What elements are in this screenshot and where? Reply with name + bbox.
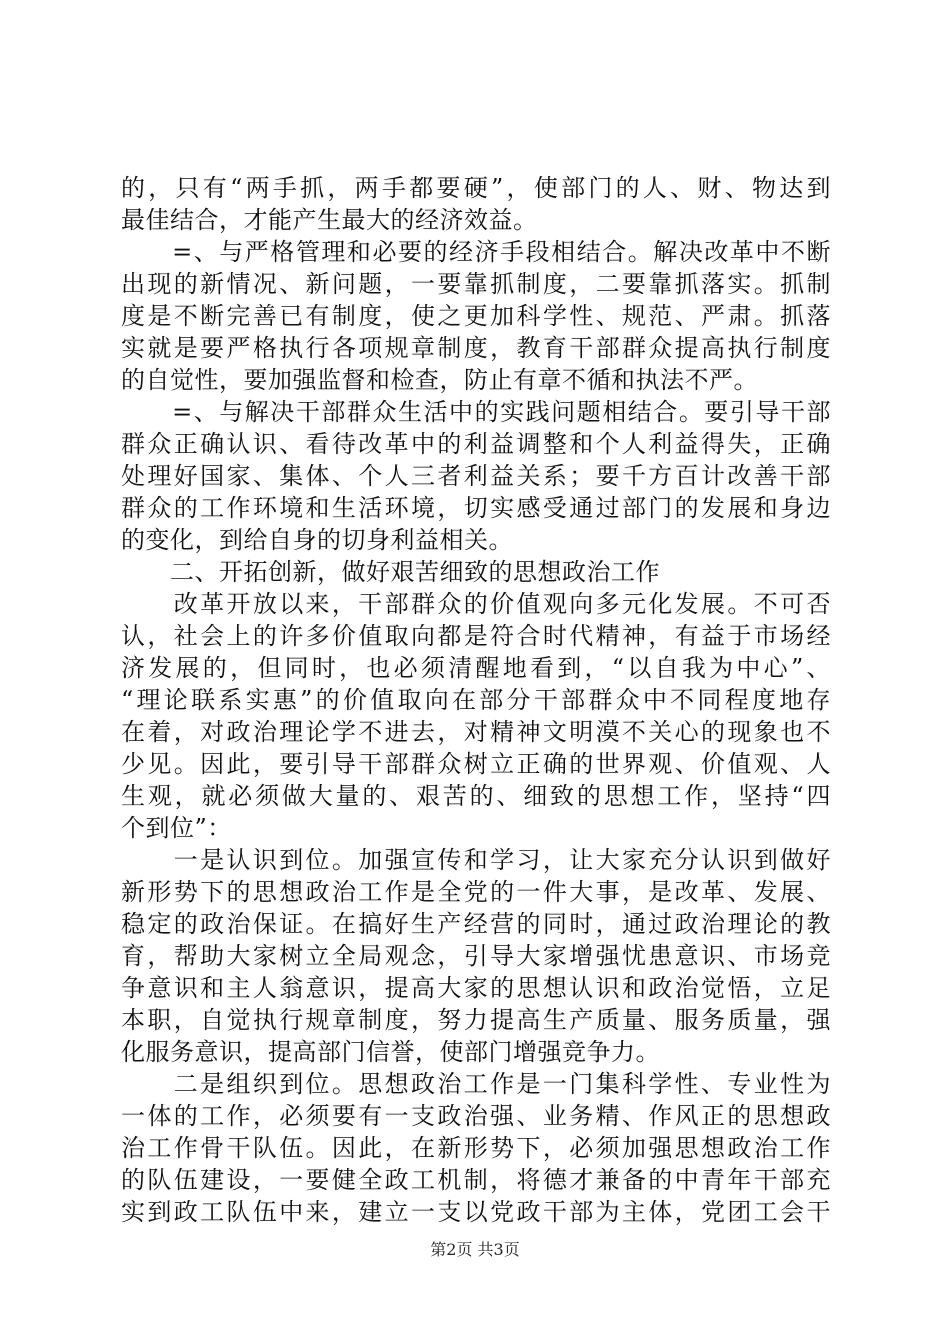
text-line: =、与严格管理和必要的经济手段相结合。解决改革中不断	[121, 238, 831, 266]
text-line: =、与解决干部群众生活中的实践问题相结合。要引导干部	[121, 398, 831, 426]
text-line: 的变化，到给自身的切身利益相关。	[121, 526, 513, 554]
text-line: 一是认识到位。加强宣传和学习，让大家充分认识到做好	[121, 846, 831, 874]
text-line: 二、开拓创新，做好艰苦细致的思想政治工作	[121, 558, 660, 586]
text-line: 本职，自觉执行规章制度，努力提高生产质量、服务质量，强	[121, 1006, 831, 1034]
text-line: 在着，对政治理论学不进去，对精神文明漠不关心的现象也不	[121, 718, 831, 746]
document-body	[121, 172, 831, 1228]
text-line: 个到位”：	[121, 814, 232, 842]
text-line: 生观，就必须做大量的、艰苦的、细致的思想工作，坚持“四	[121, 782, 831, 810]
text-line: 济发展的，但同时，也必须清醒地看到，“以自我为中心”、	[121, 654, 831, 682]
text-line: 群众的工作环境和生活环境，切实感受通过部门的发展和身边	[121, 494, 831, 522]
text-line: 少见。因此，要引导干部群众树立正确的世界观、价值观、人	[121, 750, 831, 778]
text-line: 实到政工队伍中来，建立一支以党政干部为主体，党团工会干	[121, 1198, 831, 1226]
text-line: 二是组织到位。思想政治工作是一门集科学性、专业性为	[121, 1070, 831, 1098]
text-line: 治工作骨干队伍。因此，在新形势下，必须加强思想政治工作	[121, 1134, 831, 1162]
text-line: 最佳结合，才能产生最大的经济效益。	[121, 206, 538, 234]
text-line: 新形势下的思想政治工作是全党的一件大事，是改革、发展、	[121, 878, 831, 906]
text-line: 改革开放以来，干部群众的价值观向多元化发展。不可否	[121, 590, 831, 618]
text-line: 争意识和主人翁意识，提高大家的思想认识和政治觉悟，立足	[121, 974, 831, 1002]
text-line: 的队伍建设，一要健全政工机制，将德才兼备的中青年干部充	[121, 1166, 831, 1194]
page-number-footer: 第2页 共3页	[430, 1240, 520, 1259]
text-line: 稳定的政治保证。在搞好生产经营的同时，通过政治理论的教	[121, 910, 831, 938]
text-line: 一体的工作，必须要有一支政治强、业务精、作风正的思想政	[121, 1102, 831, 1130]
text-line: 实就是要严格执行各项规章制度，教育干部群众提高执行制度	[121, 334, 831, 362]
text-line: 出现的新情况、新问题，一要靠抓制度，二要靠抓落实。抓制	[121, 270, 831, 298]
text-line: 的自觉性，要加强监督和检查，防止有章不循和执法不严。	[121, 366, 758, 394]
text-line: 的，只有“两手抓，两手都要硬”，使部门的人、财、物达到	[121, 174, 831, 202]
text-line: 群众正确认识、看待改革中的利益调整和个人利益得失，正确	[121, 430, 831, 458]
text-line: “理论联系实惠”的价值取向在部分干部群众中不同程度地存	[121, 686, 831, 714]
text-line: 认，社会上的许多价值取向都是符合时代精神，有益于市场经	[121, 622, 831, 650]
text-line: 处理好国家、集体、个人三者利益关系；要千方百计改善干部	[121, 462, 831, 490]
text-line: 度是不断完善已有制度，使之更加科学性、规范、严肃。抓落	[121, 302, 831, 330]
text-line: 化服务意识，提高部门信誉，使部门增强竞争力。	[121, 1038, 660, 1066]
text-line: 育，帮助大家树立全局观念，引导大家增强忧患意识、市场竞	[121, 942, 831, 970]
